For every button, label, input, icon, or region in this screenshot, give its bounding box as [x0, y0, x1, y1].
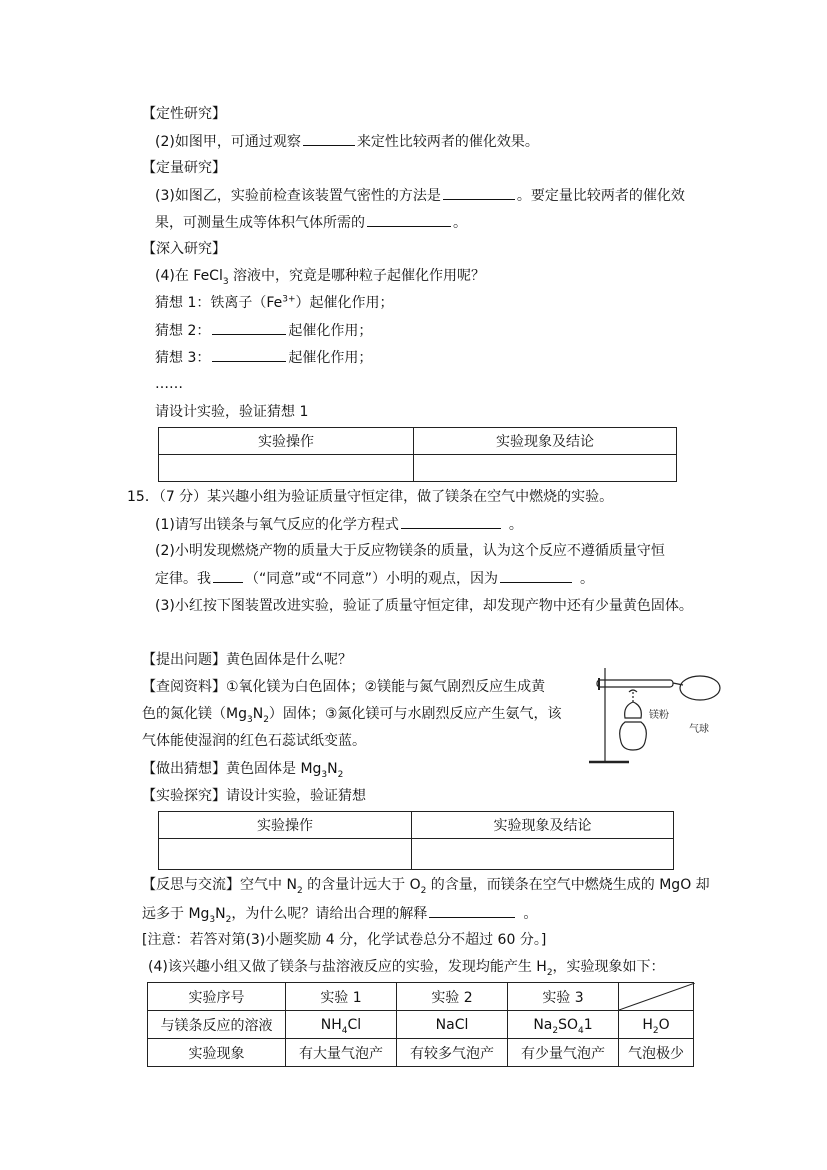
t3-solution-4 — [619, 1011, 694, 1039]
reflect-l2-sub1: 3 — [209, 914, 216, 925]
q15-1-post: 。 — [508, 517, 523, 533]
flame — [625, 702, 642, 718]
table-verify-guess1 — [158, 427, 677, 482]
header-quantitative: 【定量研究】 — [142, 160, 226, 176]
guess-1 — [155, 293, 394, 313]
info-line2-mid: N — [252, 706, 264, 722]
question-3-line2 — [155, 212, 467, 233]
guess1-pre: 猜想 1：铁离子（Fe — [155, 295, 283, 311]
apparatus-figure — [585, 658, 735, 770]
question-15-3: (3)小红按下图装置改进实验，验证了质量守恒定律，却发现产物中还有少量黄色固体。 — [155, 598, 693, 614]
label-mg-powder: 镁粉 — [649, 710, 669, 721]
sol1-a: NH — [320, 1016, 342, 1033]
t3-header-seq: 实验序号 — [148, 983, 286, 1011]
t3-header-exp2: 实验 2 — [397, 983, 508, 1011]
info-line2-post: ）固体；③氮化镁可与水剧烈反应产生氨气，该 — [268, 706, 562, 722]
balloon — [680, 676, 720, 700]
hypothesis-pre: 【做出猜想】黄色固体是 Mg — [142, 761, 322, 777]
t3-phenomenon-1: 有大量气泡产 — [286, 1039, 397, 1067]
guess1-post: ）起催化作用； — [295, 295, 394, 311]
question-15-2-line2 — [155, 568, 594, 589]
t3-header-empty-diagonal — [619, 983, 694, 1011]
table1-cell-result[interactable] — [414, 455, 677, 482]
q4-pre: (4)在 FeCl — [155, 268, 223, 284]
guess3-blank[interactable] — [212, 347, 286, 362]
diagonal-line — [619, 983, 695, 1010]
hypothesis — [142, 759, 343, 779]
sol4-sub: 2 — [652, 1025, 659, 1036]
reflect-line1 — [142, 875, 710, 895]
table-mg-salt-reactions — [147, 982, 694, 1067]
q3-pre: (3)如图乙，实验前检查该装置气密性的方法是 — [155, 188, 441, 204]
q3-mid: 。要定量比较两者的催化效 — [516, 188, 685, 204]
question-15-1 — [155, 514, 523, 535]
q2-post: 来定性比较两者的催化效果。 — [356, 134, 539, 150]
info-line2-pre: 色的氮化镁（Mg — [142, 706, 247, 722]
table2-cell-operation[interactable] — [159, 839, 412, 870]
hypothesis-sub1: 3 — [321, 769, 328, 780]
header-deep: 【深入研究】 — [142, 241, 226, 257]
q15-2-pre: 定律。我 — [155, 571, 211, 587]
reflect-l1-sub1: 2 — [296, 885, 303, 896]
reflect-l1-a: 【反思与交流】空气中 N — [142, 877, 297, 893]
q3-line2-pre: 果，可测量生成等体积气体所需的 — [155, 215, 365, 231]
sol3-b: SO — [558, 1016, 579, 1033]
table1-header-result: 实验现象及结论 — [414, 428, 677, 455]
sol1-sub: 4 — [341, 1025, 348, 1036]
q15-1-pre: (1)请写出镁条与氧气反应的化学方程式 — [155, 517, 399, 533]
table-verify-hypothesis — [158, 811, 674, 870]
question-15-4 — [148, 957, 665, 977]
t3-header-exp3: 实验 3 — [508, 983, 619, 1011]
info-sub1: 3 — [246, 714, 253, 725]
q4-sub: 3 — [222, 276, 229, 287]
sol3-c: 1 — [583, 1016, 593, 1033]
hypothesis-mid: N — [327, 761, 338, 777]
q2-pre: (2)如图甲，可通过观察 — [155, 134, 301, 150]
guess2-post: 起催化作用； — [288, 323, 373, 339]
tube — [597, 680, 673, 687]
t3-phenomenon-3: 有少量气泡产 — [508, 1039, 619, 1067]
table1-cell-operation[interactable] — [159, 455, 414, 482]
guess2-pre: 猜想 2： — [155, 323, 211, 339]
q3-answer-blank-2[interactable] — [367, 212, 451, 227]
reflect-l2-sub2: 2 — [225, 914, 232, 925]
header-qualitative: 【定性研究】 — [142, 106, 226, 122]
q15-4-pre: (4)该兴趣小组又做了镁条与盐溶液反应的实验，发现均能产生 H — [148, 959, 547, 975]
mg-powder — [629, 690, 637, 692]
reflect-l2-b: N — [215, 906, 226, 922]
design-guess1: 请设计实验，验证猜想 1 — [155, 404, 309, 420]
t3-row-solution-label: 与镁条反应的溶液 — [148, 1011, 286, 1039]
sol3-sub1: 2 — [552, 1025, 559, 1036]
q15-4-post: ，实验现象如下： — [552, 959, 665, 975]
guess2-blank[interactable] — [212, 320, 286, 335]
sol4-a: H — [642, 1016, 653, 1033]
guess-3 — [155, 347, 372, 368]
q3-line2-post: 。 — [453, 215, 467, 231]
q3-answer-blank-1[interactable] — [443, 185, 515, 200]
q2-answer-blank[interactable] — [303, 131, 355, 146]
hypothesis-sub2: 2 — [337, 769, 344, 780]
sol4-b: O — [658, 1016, 670, 1033]
sol3-sub2: 4 — [578, 1025, 584, 1036]
explore: 【实验探究】请设计实验，验证猜想 — [142, 788, 366, 804]
guess3-pre: 猜想 3： — [155, 350, 211, 366]
q15-2-mid: （“同意”或“不同意”）小明的观点，因为 — [245, 571, 499, 587]
q15-2-blank-opinion[interactable] — [213, 568, 243, 583]
reflect-blank[interactable] — [429, 903, 515, 918]
info-line2 — [142, 704, 561, 724]
q15-2-post: 。 — [580, 571, 595, 587]
reflect-line2 — [142, 903, 537, 924]
reflect-l1-sub2: 2 — [420, 885, 427, 896]
guess1-sup: 3+ — [282, 294, 296, 305]
q15-1-blank[interactable] — [401, 514, 501, 529]
table2-header-operation: 实验操作 — [159, 812, 412, 839]
label-balloon: 气球 — [689, 724, 709, 735]
info-sub2: 2 — [263, 714, 269, 725]
t3-row-phenomenon-label: 实验现象 — [148, 1039, 286, 1067]
reflect-l1-b: 的含量计远大于 O — [302, 877, 421, 893]
t3-solution-2: NaCl — [397, 1011, 508, 1039]
table2-cell-result[interactable] — [412, 839, 674, 870]
question-4 — [155, 266, 485, 286]
guess3-post: 起催化作用； — [288, 350, 373, 366]
q4-post: 溶液中，究竟是哪种粒子起催化作用呢？ — [228, 268, 486, 284]
t3-solution-1 — [286, 1011, 397, 1039]
info-line3: 气体能使湿润的红色石蕊试纸变蓝。 — [142, 733, 366, 749]
question-15-2-line1: (2)小明发现燃烧产物的质量大于反应物镁条的质量，认为这个反应不遵循质量守恒 — [155, 543, 665, 559]
q15-2-blank-reason[interactable] — [500, 568, 572, 583]
q15-4-sub: 2 — [546, 967, 553, 978]
info-line1: 【查阅资料】①氧化镁为白色固体；②镁能与氮气剧烈反应生成黄 — [142, 679, 546, 695]
reflect-l2-c: ，为什么呢？请给出合理的解释 — [231, 906, 428, 922]
raise-question: 【提出问题】黄色固体是什么呢？ — [142, 652, 352, 668]
t3-solution-3 — [508, 1011, 619, 1039]
t3-header-exp1: 实验 1 — [286, 983, 397, 1011]
t3-phenomenon-2: 有较多气泡产 — [397, 1039, 508, 1067]
sol3-a: Na — [533, 1016, 553, 1033]
question-15: 15．（7 分）某兴趣小组为验证质量守恒定律，做了镁条在空气中燃烧的实验。 — [127, 489, 614, 505]
bonus-note: [注意：若答对第(3)小题奖励 4 分，化学试卷总分不超过 60 分。] — [142, 932, 547, 948]
table2-header-result: 实验现象及结论 — [412, 812, 674, 839]
ellipsis: …… — [155, 376, 183, 392]
sol1-b: Cl — [347, 1016, 362, 1033]
guess-2 — [155, 320, 372, 341]
reflect-l1-c: 的含量，而镁条在空气中燃烧生成的 MgO 却 — [426, 877, 710, 893]
table1-header-operation: 实验操作 — [159, 428, 414, 455]
question-3-line1 — [155, 185, 685, 206]
alcohol-lamp — [620, 722, 647, 750]
reflect-l2-a: 远多于 Mg — [142, 906, 210, 922]
reflect-l2-d: 。 — [523, 906, 538, 922]
question-2 — [155, 131, 539, 152]
t3-phenomenon-4: 气泡极少 — [619, 1039, 694, 1067]
